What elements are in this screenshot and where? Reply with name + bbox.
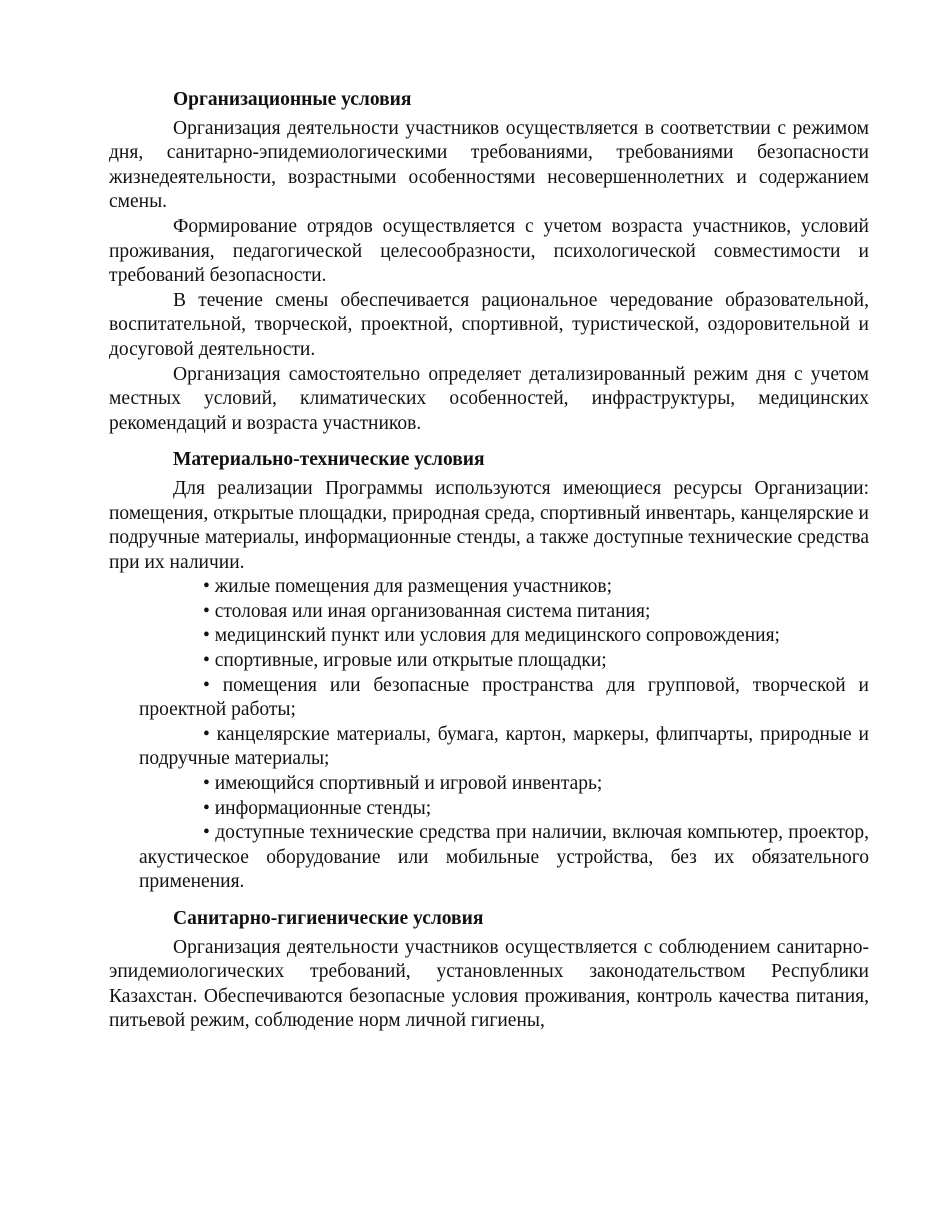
paragraph: Формирование отрядов осуществляется с учетом возраста участников, условий проживания, педагогической целесообразности, психологической совместимости и требований безопасности. — [109, 215, 869, 287]
section-sanitary-hygienic-conditions — [109, 907, 869, 1034]
paragraph: В течение смены обеспечивается рациональное чередование образовательной, воспитательной, творческой, проектной, спортивной, туристической, оздоровительной и досуговой деятельности. — [109, 289, 869, 360]
list-item: • имеющийся спортивный и игровой инвентарь; — [203, 773, 603, 795]
paragraph: Организация самостоятельно определяет детализированный режим дня с учетом местных условий, климатических особенностей, инфраструктуры, медицинских рекомендаций и возраста участников. — [109, 363, 869, 434]
section-heading: Санитарно-гигиенические условия — [173, 908, 484, 929]
list-item: • спортивные, игровые или открытые площадки; — [203, 650, 607, 672]
list-item: • жилые помещения для размещения участников; — [203, 576, 612, 598]
list-item: • канцелярские материалы, бумага, картон, маркеры, флипчарты, природные и подручные материалы; — [139, 723, 869, 770]
section-heading: Организационные условия — [173, 89, 412, 110]
resource-list — [109, 575, 869, 895]
list-item: • доступные технические средства при наличии, включая компьютер, проектор, акустическое оборудование или мобильные устройства, без их обязательного применения. — [139, 822, 869, 893]
list-item: • информационные стенды; — [203, 797, 432, 819]
paragraph: Для реализации Программы используются имеющиеся ресурсы Организации: помещения, открытые площадки, природная среда, спортивный инвентарь, канцелярские и подручные материалы, информационные стенды, а также доступные технические средства при их наличии. — [109, 477, 869, 573]
paragraph: Организация деятельности участников осуществляется в соответствии с режимом дня, санитарно-эпидемиологическими требованиями, требованиями безопасности жизнедеятельности, возрастными особенностями несовершеннолетних и содержанием смены. — [109, 117, 869, 213]
list-item: • столовая или иная организованная система питания; — [203, 600, 651, 622]
paragraph: Организация деятельности участников осуществляется с соблюдением санитарно-эпидемиологических требований, установленных законодательством Республики Казахстан. Обеспечиваются безопасные условия проживания, контроль качества питания, питьевой режим, соблюдение норм личной гигиены, — [109, 936, 869, 1032]
page-content — [109, 88, 869, 1034]
section-organizational-conditions — [109, 88, 869, 436]
list-item: • медицинский пункт или условия для медицинского сопровождения; — [203, 625, 780, 647]
section-heading: Материально-технические условия — [173, 449, 485, 471]
list-item: • помещения или безопасные пространства для групповой, творческой и проектной работы; — [139, 674, 869, 721]
section-material-technical-conditions — [109, 448, 869, 895]
